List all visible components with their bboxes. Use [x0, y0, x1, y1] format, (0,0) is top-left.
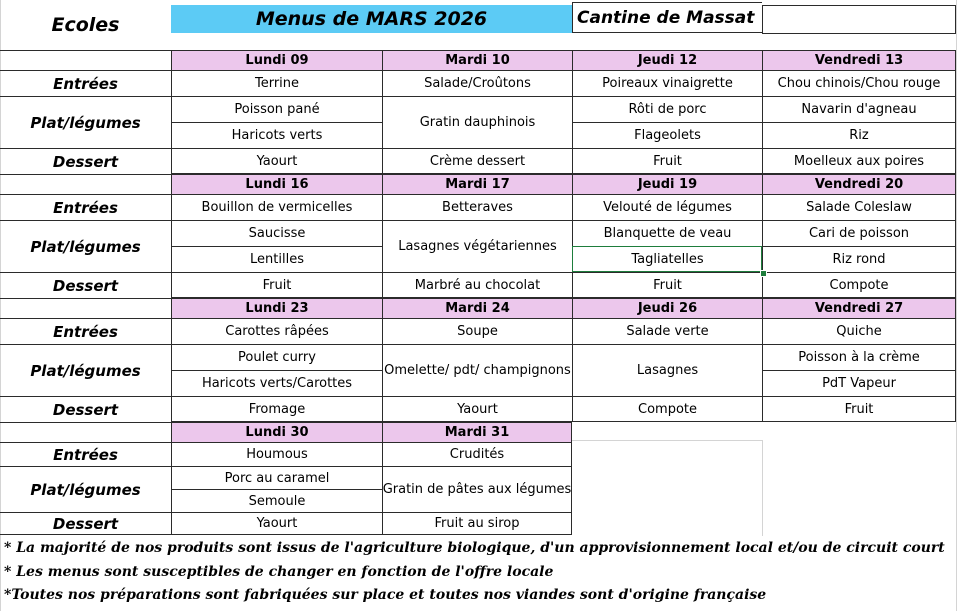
day-header[interactable]: Lundi 30: [171, 422, 382, 442]
plat-cell[interactable]: Poisson à la crème: [762, 344, 956, 370]
dessert-cell[interactable]: Fruit: [572, 272, 762, 298]
row-label-dessert[interactable]: Dessert: [0, 272, 171, 298]
entree-cell[interactable]: Crudités: [382, 442, 572, 466]
day-header[interactable]: Mardi 10: [382, 50, 572, 70]
dessert-cell[interactable]: Yaourt: [171, 148, 382, 174]
row-label-entrees[interactable]: Entrées: [0, 194, 171, 220]
plat-cell[interactable]: Cari de poisson: [762, 220, 956, 246]
plat-cell[interactable]: Omelette/ pdt/ champignons: [382, 344, 572, 396]
entree-cell[interactable]: Terrine: [171, 70, 382, 96]
side-cell[interactable]: Riz: [762, 122, 956, 148]
entree-cell[interactable]: Bouillon de vermicelles: [171, 194, 382, 220]
empty-header-cell[interactable]: [762, 5, 956, 34]
plat-cell[interactable]: Lasagnes: [572, 344, 762, 396]
entree-cell[interactable]: Carottes râpées: [171, 318, 382, 344]
selection-fill-handle[interactable]: [760, 270, 767, 277]
plat-cell[interactable]: Poulet curry: [171, 344, 382, 370]
side-cell[interactable]: Haricots verts/Carottes: [171, 370, 382, 396]
entree-cell[interactable]: Salade Coleslaw: [762, 194, 956, 220]
side-cell[interactable]: Riz rond: [762, 246, 956, 272]
plat-cell[interactable]: Rôti de porc: [572, 96, 762, 122]
dessert-cell[interactable]: Fruit au sirop: [382, 512, 572, 535]
plat-cell[interactable]: Lasagnes végétariennes: [382, 220, 572, 272]
blank-label-cell[interactable]: [0, 50, 171, 70]
row-label-entrees[interactable]: Entrées: [0, 70, 171, 96]
dessert-cell[interactable]: Moelleux aux poires: [762, 148, 956, 174]
day-header[interactable]: Mardi 24: [382, 298, 572, 318]
day-header[interactable]: Mardi 17: [382, 174, 572, 194]
day-header[interactable]: Jeudi 26: [572, 298, 762, 318]
day-header[interactable]: Lundi 16: [171, 174, 382, 194]
row-label-entrees[interactable]: Entrées: [0, 442, 171, 466]
entree-cell[interactable]: Salade/Croûtons: [382, 70, 572, 96]
day-header[interactable]: Mardi 31: [382, 422, 572, 442]
entree-cell[interactable]: Quiche: [762, 318, 956, 344]
dessert-cell[interactable]: Fruit: [572, 148, 762, 174]
day-header[interactable]: Lundi 23: [171, 298, 382, 318]
side-cell[interactable]: Lentilles: [171, 246, 382, 272]
row-label-plat[interactable]: Plat/légumes: [0, 96, 171, 148]
day-header[interactable]: Vendredi 13: [762, 50, 956, 70]
entree-cell[interactable]: Houmous: [171, 442, 382, 466]
blank-label-cell[interactable]: [0, 422, 171, 442]
schools-label[interactable]: Ecoles: [51, 14, 120, 36]
day-header[interactable]: Jeudi 12: [572, 50, 762, 70]
plat-cell[interactable]: Gratin dauphinois: [382, 96, 572, 148]
blank-label-cell[interactable]: [0, 298, 171, 318]
entree-cell[interactable]: Velouté de légumes: [572, 194, 762, 220]
note-menu-changes: * Les menus sont susceptibles de changer en fonction de l'offre locale: [4, 564, 554, 580]
day-header[interactable]: Lundi 09: [171, 50, 382, 70]
plat-cell[interactable]: Porc au caramel: [171, 466, 382, 489]
canteen-name[interactable]: Cantine de Massat: [572, 2, 762, 33]
entree-cell[interactable]: Poireaux vinaigrette: [572, 70, 762, 96]
plat-cell[interactable]: Navarin d'agneau: [762, 96, 956, 122]
side-cell[interactable]: Semoule: [171, 489, 382, 512]
row-label-entrees[interactable]: Entrées: [0, 318, 171, 344]
dessert-cell[interactable]: Fruit: [762, 396, 956, 422]
dessert-cell[interactable]: Compote: [762, 272, 956, 298]
plat-cell[interactable]: Poisson pané: [171, 96, 382, 122]
row-label-dessert[interactable]: Dessert: [0, 512, 171, 535]
row-label-plat[interactable]: Plat/légumes: [0, 466, 171, 512]
dessert-cell[interactable]: Compote: [572, 396, 762, 422]
entree-cell[interactable]: Soupe: [382, 318, 572, 344]
note-homemade: *Toutes nos préparations sont fabriquées sur place et toutes nos viandes sont d'origine française: [4, 587, 767, 603]
side-cell[interactable]: Haricots verts: [171, 122, 382, 148]
side-cell[interactable]: Flageolets: [572, 122, 762, 148]
day-header[interactable]: Vendredi 20: [762, 174, 956, 194]
side-cell[interactable]: PdT Vapeur: [762, 370, 956, 396]
note-organic: * La majorité de nos produits sont issus de l'agriculture biologique, d'un approvisionnement local et/ou de circuit court: [4, 540, 945, 556]
plat-cell[interactable]: Blanquette de veau: [572, 220, 762, 246]
dessert-cell[interactable]: Fromage: [171, 396, 382, 422]
plat-cell[interactable]: Saucisse: [171, 220, 382, 246]
entree-cell[interactable]: Chou chinois/Chou rouge: [762, 70, 956, 96]
selected-cell-side[interactable]: Tagliatelles: [572, 246, 762, 272]
dessert-cell[interactable]: Yaourt: [382, 396, 572, 422]
day-header[interactable]: Jeudi 19: [572, 174, 762, 194]
row-label-dessert[interactable]: Dessert: [0, 396, 171, 422]
blank-label-cell[interactable]: [0, 174, 171, 194]
dessert-cell[interactable]: Yaourt: [171, 512, 382, 535]
dessert-cell[interactable]: Fruit: [171, 272, 382, 298]
entree-cell[interactable]: Betteraves: [382, 194, 572, 220]
dessert-cell[interactable]: Marbré au chocolat: [382, 272, 572, 298]
row-label-plat[interactable]: Plat/légumes: [0, 220, 171, 272]
row-label-plat[interactable]: Plat/légumes: [0, 344, 171, 396]
entree-cell[interactable]: Salade verte: [572, 318, 762, 344]
row-label-dessert[interactable]: Dessert: [0, 148, 171, 174]
plat-cell[interactable]: Gratin de pâtes aux légumes: [382, 466, 572, 512]
dessert-cell[interactable]: Crème dessert: [382, 148, 572, 174]
menu-title[interactable]: Menus de MARS 2026: [171, 5, 572, 33]
day-header[interactable]: Vendredi 27: [762, 298, 956, 318]
